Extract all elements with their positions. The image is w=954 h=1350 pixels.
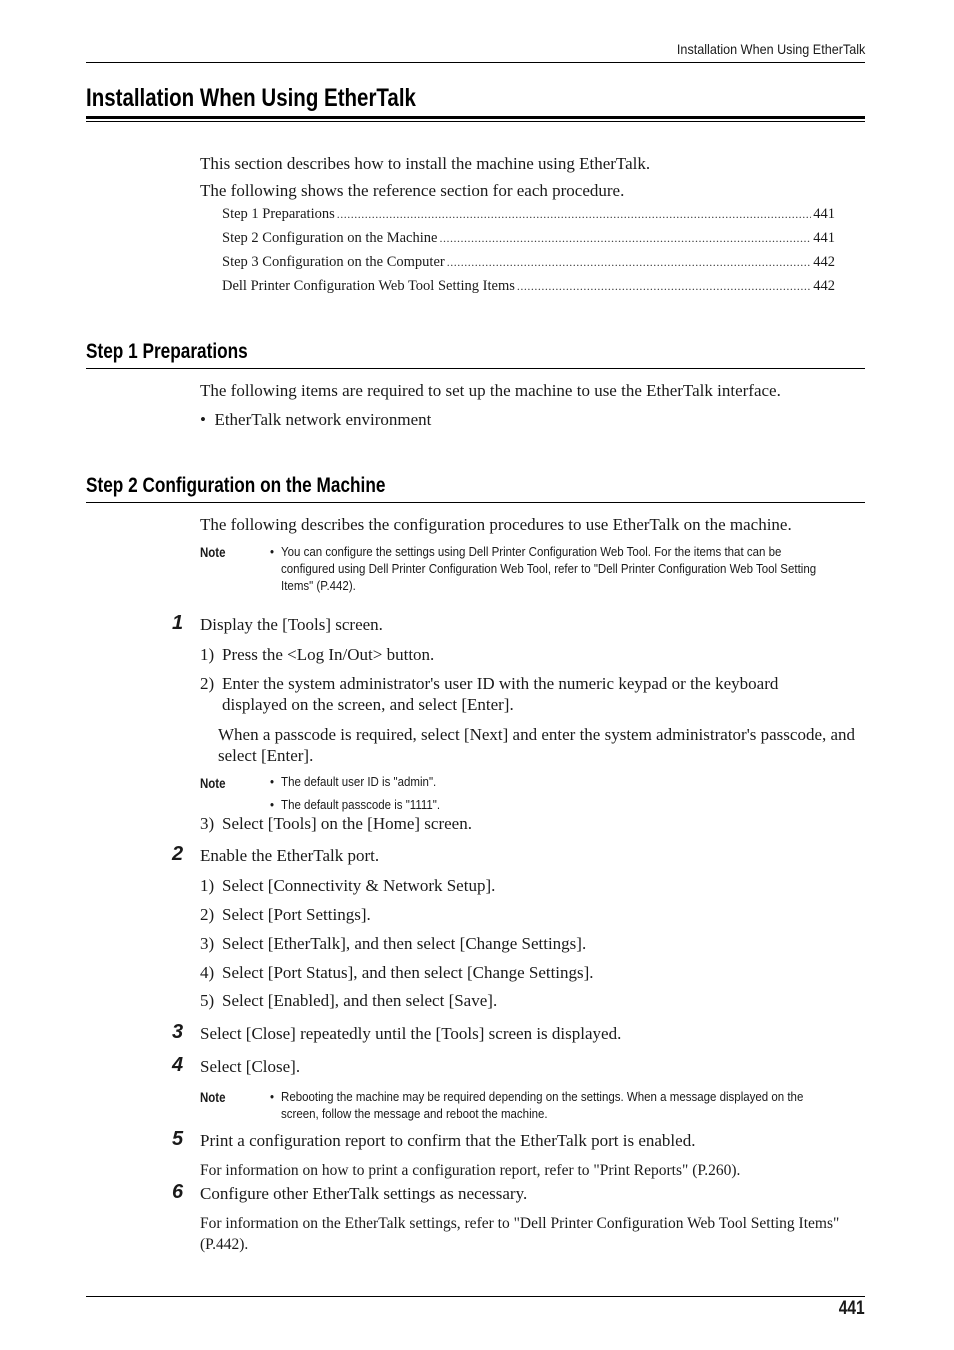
note-label: Note [200, 544, 226, 560]
sub-step [200, 876, 495, 896]
sub-step [200, 674, 778, 694]
toc-leader [447, 254, 812, 271]
step-text: Select [Close] repeatedly until the [Tools] screen is displayed. [200, 1024, 622, 1043]
step-number: 2 [172, 843, 184, 865]
step-number: 6 [172, 1181, 184, 1203]
paragraph: When a passcode is required, select [Next] and enter the system administrator's passcode, and select [Enter]. [218, 725, 856, 765]
sub-step-continuation: displayed on the screen, and select [Enter]. [222, 695, 514, 714]
section-heading-step2: Step 2 Configuration on the Machine [86, 474, 386, 497]
note-text [270, 544, 822, 595]
toc-page: 442 [813, 254, 835, 270]
note-label: Note [200, 775, 226, 791]
sub-step-number: 2) [200, 905, 215, 924]
toc-page: 441 [813, 230, 835, 246]
sub-step [200, 905, 371, 925]
sub-step-number: 3) [200, 814, 215, 833]
page-title: Installation When Using EtherTalk [86, 84, 416, 112]
info-text: For information on how to print a configuration report, refer to "Print Reports" (P.260). [200, 1162, 741, 1179]
sub-step-text: Press the <Log In/Out> button. [222, 645, 435, 664]
bullet-icon: • [270, 775, 275, 789]
toc-page: 441 [813, 206, 835, 222]
note-text [270, 797, 822, 814]
note-body: Rebooting the machine may be required depending on the settings. When a message displayed on the screen, follow the message and reboot the machine. [281, 1090, 804, 1121]
step-text: Configure other EtherTalk settings as necessary. [200, 1184, 528, 1203]
section-rule [86, 368, 865, 369]
sub-step-number: 3) [200, 934, 215, 953]
sub-step-text: Select [Port Settings]. [222, 905, 371, 924]
sub-step-text: Select [Tools] on the [Home] screen. [222, 814, 472, 833]
sub-step-number: 5) [200, 991, 215, 1010]
bullet-icon: • [270, 545, 275, 559]
header-rule [86, 62, 865, 63]
toc-entry[interactable] [222, 230, 835, 247]
step-number: 3 [172, 1021, 184, 1043]
intro-line-1: This section describes how to install the machine using EtherTalk. [200, 154, 651, 173]
sub-step-number: 1) [200, 645, 215, 664]
toc-label: Step 2 Configuration on the Machine [222, 230, 438, 246]
toc-leader [337, 206, 811, 223]
section-heading-step1: Step 1 Preparations [86, 340, 248, 363]
step-text: Select [Close]. [200, 1057, 301, 1076]
step-text: Display the [Tools] screen. [200, 615, 383, 634]
toc-page: 442 [813, 278, 835, 294]
step-text: Print a configuration report to confirm that the EtherTalk port is enabled. [200, 1131, 696, 1150]
step1-bullet [200, 410, 431, 430]
sub-step [200, 963, 594, 983]
step-number: 1 [172, 612, 184, 634]
sub-step [200, 645, 434, 665]
bullet-icon: • [270, 1090, 275, 1104]
step-number: 4 [172, 1054, 184, 1076]
info-text: For information on the EtherTalk settings, refer to "Dell Printer Configuration Web Tool Setting Items" (P.442). [200, 1215, 840, 1253]
sub-step-text: Select [Port Status], and then select [Change Settings]. [222, 963, 594, 982]
bullet-text: EtherTalk network environment [214, 410, 432, 429]
note-label: Note [200, 1089, 226, 1105]
note-body: The default user ID is "admin". [281, 775, 437, 789]
sub-step-number: 2) [200, 674, 215, 693]
toc-entry[interactable] [222, 254, 835, 271]
step2-text: The following describes the configuration procedures to use EtherTalk on the machine. [200, 515, 792, 534]
section-rule [86, 502, 865, 503]
toc-entry[interactable] [222, 278, 835, 295]
note-text [270, 1089, 822, 1123]
sub-step-number: 4) [200, 963, 215, 982]
sub-step-number: 1) [200, 876, 215, 895]
note-text [270, 774, 822, 791]
step1-text: The following items are required to set up the machine to use the EtherTalk interface. [200, 381, 781, 400]
sub-step [200, 934, 586, 954]
note-body: The default passcode is "1111". [281, 798, 441, 812]
toc-label: Step 1 Preparations [222, 206, 335, 222]
toc-label: Dell Printer Configuration Web Tool Setting Items [222, 278, 515, 294]
bullet-icon: • [200, 410, 215, 429]
running-header: Installation When Using EtherTalk [676, 41, 865, 57]
page-number: 441 [839, 1298, 865, 1319]
sub-step-text: Select [Connectivity & Network Setup]. [222, 876, 496, 895]
sub-step-text: Select [Enabled], and then select [Save]. [222, 991, 498, 1010]
toc-entry[interactable] [222, 206, 835, 223]
step-text: Enable the EtherTalk port. [200, 846, 380, 865]
sub-step-text: Enter the system administrator's user ID with the numeric keypad or the keyboard [222, 674, 779, 693]
sub-step [200, 991, 497, 1011]
toc-label: Step 3 Configuration on the Computer [222, 254, 445, 270]
title-rule-thin [86, 121, 865, 122]
toc-leader [439, 230, 811, 247]
step-number: 5 [172, 1128, 184, 1150]
bullet-icon: • [270, 798, 275, 812]
intro-line-2: The following shows the reference section for each procedure. [200, 181, 625, 200]
toc-leader [517, 278, 811, 295]
note-body: You can configure the settings using Dell Printer Configuration Web Tool. For the items that can be configured using Dell Printer Configuration Web Tool, refer to "Dell Printer Configuration Web Tool Setting Items" (P.442). [281, 545, 817, 593]
title-rule-thick [86, 116, 865, 119]
footer-rule [86, 1296, 865, 1297]
sub-step-text: Select [EtherTalk], and then select [Change Settings]. [222, 934, 587, 953]
sub-step [200, 814, 472, 834]
